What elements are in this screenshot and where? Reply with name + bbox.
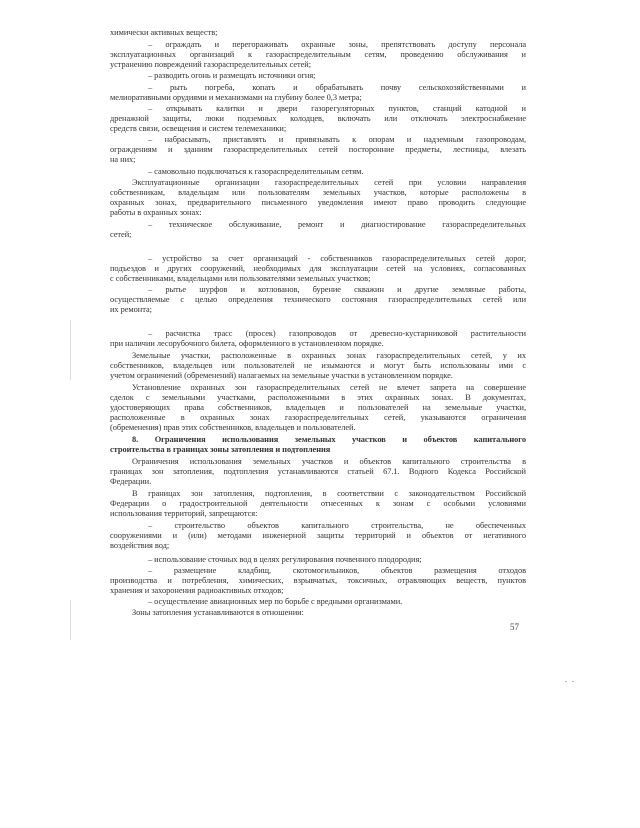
text-line: подъездов и других сооружений, необходимых для эксплуатации сетей на условиях, согласованных [110, 264, 526, 273]
text-line: сооружениями и (или) методами инженерной защиты территорий и объектов от негативного [110, 531, 526, 540]
text-line: – размещение кладбищ, скотомогильников, объектов размещения отходов [148, 566, 526, 575]
text-line: хранения и захоронения радиоактивных отходов; [110, 586, 284, 595]
text-line: – устройство за счет организаций - собственников газораспределительных сетей дорог, [148, 254, 526, 263]
text-line: осуществляемые с целью определения технического состояния газораспределительных сетей или [110, 295, 526, 304]
text-line: мелиоративными орудиями и механизмами на глубину более 0,3 метра; [110, 93, 362, 102]
text-line: производства и потребления, химических, взрывчатых, токсичных, отравляющих веществ, пунктов [110, 576, 526, 585]
text-line: работы в охранных зонах: [110, 208, 202, 217]
text-line: – набрасывать, приставлять и привязывать к опорам и надземным газопроводам, [148, 135, 526, 144]
page-number: 57 [510, 622, 519, 632]
text-line: сделок с земельными участками, расположенными в этих охранных зонах. В документах, [110, 393, 526, 402]
text-line: химически активных веществ; [110, 28, 218, 37]
text-line: средств связи, освещения и систем телемеханики; [110, 124, 287, 133]
text-line: их ремонта; [110, 305, 152, 314]
text-line: Зоны затопления устанавливаются в отношении: [132, 608, 304, 617]
text-line: – самовольно подключаться к газораспределительным сетям. [148, 167, 364, 176]
text-line: Эксплуатационные организации газораспределительных сетей при условии направления [132, 178, 526, 187]
text-line: дренажной защиты, люки подземных колодцев, включать или отключать электроснабжение [110, 114, 526, 123]
text-line: собственникам, владельцам или пользователям земельных участков, которые расположены в [110, 188, 526, 197]
text-line: учетом ограничений (обременений) налагаемых на земельные участки в установленном порядке. [110, 371, 453, 380]
text-line: – расчистка трасс (просек) газопроводов от древесно-кустарниковой растительности [148, 329, 526, 338]
text-line: ограждениям и зданиям газораспределительных сетей посторонние предметы, лестницы, влезать [110, 145, 526, 154]
text-line: границах зон затопления, подтопления устанавливаются статьей 67.1. Водного Кодекса Российской [110, 467, 526, 476]
text-line: Установление охранных зон газораспределительных сетей не влечет запрета на совершение [132, 383, 526, 392]
text-line: на них; [110, 155, 136, 164]
text-line: – рытье шурфов и котлованов, бурение скважин и другие земляные работы, [148, 285, 526, 294]
section-heading-line: строительства в границах зоны затопления и подтопления [110, 445, 331, 454]
text-line: – осуществление авиационных мер по борьбе с вредными организмами. [148, 597, 403, 606]
text-line: собственников, владельцев или пользователей не изымаются и могут быть использованы ими с [110, 361, 526, 370]
text-line: Земельные участки, расположенные в охранных зонах газораспределительных сетей, у их [132, 351, 526, 360]
scan-artifact-left-edge [70, 320, 71, 380]
text-line: – разводить огонь и размещать источники огня; [148, 71, 316, 80]
text-line: Федерации. [110, 477, 152, 486]
text-line: при наличии лесорубочного билета, оформленного в установленном порядке. [110, 339, 384, 348]
text-line: – ограждать и перегораживать охранные зоны, препятствовать доступу персонала [148, 40, 526, 49]
section-heading-line: 8. Ограничения использования земельных участков и объектов капитального [132, 435, 526, 444]
text-line: с собственниками, владельцами или пользователями земельных участков; [110, 274, 371, 283]
text-line: В границах зон затопления, подтопления, в соответствии с законодательством Российской [132, 489, 526, 498]
text-line: охранных зонах, предварительного письменного уведомления имеют право проводить следующие [110, 198, 526, 207]
text-line: – строительство объектов капитального строительства, не обеспеченных [148, 521, 526, 530]
text-line: использования территорий, запрещаются: [110, 509, 258, 518]
text-line: Федерации о градостроительной деятельности отнесенных к зонам с особыми условиями [110, 499, 526, 508]
text-line: – открывать калитки и двери газорегуляторных пунктов, станций катодной и [148, 104, 526, 113]
text-line: (обременения) прав этих собственников, владельцев и пользователей. [110, 423, 356, 432]
text-line: сетей; [110, 230, 132, 239]
text-line: удостоверяющих права собственников, владельцев и пользователей на земельные участки, [110, 403, 526, 412]
scan-artifact-right-dots [565, 681, 567, 682]
scan-artifact-left-edge-lower [70, 600, 71, 640]
text-line: эксплуатационных организаций к газораспределительным сетям, проведению обслуживания и [110, 50, 526, 59]
text-line: расположенные в охранных зонах газораспределительных сетей, указываются ограничения [110, 413, 526, 422]
text-line: Ограничения использования земельных участков и объектов капитального строительства в [132, 457, 526, 466]
text-line: устранению повреждений газораспределительных сетей; [110, 60, 311, 69]
text-line: – использование сточных вод в целях регулирования почвенного плодородия; [148, 555, 422, 564]
text-line: – рыть погреба, копать и обрабатывать почву сельскохозяйственными и [148, 83, 526, 92]
text-line: воздействия вод; [110, 541, 170, 550]
text-line: – техническое обслуживание, ремонт и диагностирование газораспределительных [148, 220, 526, 229]
scan-artifact-right-dots-2 [572, 681, 574, 682]
